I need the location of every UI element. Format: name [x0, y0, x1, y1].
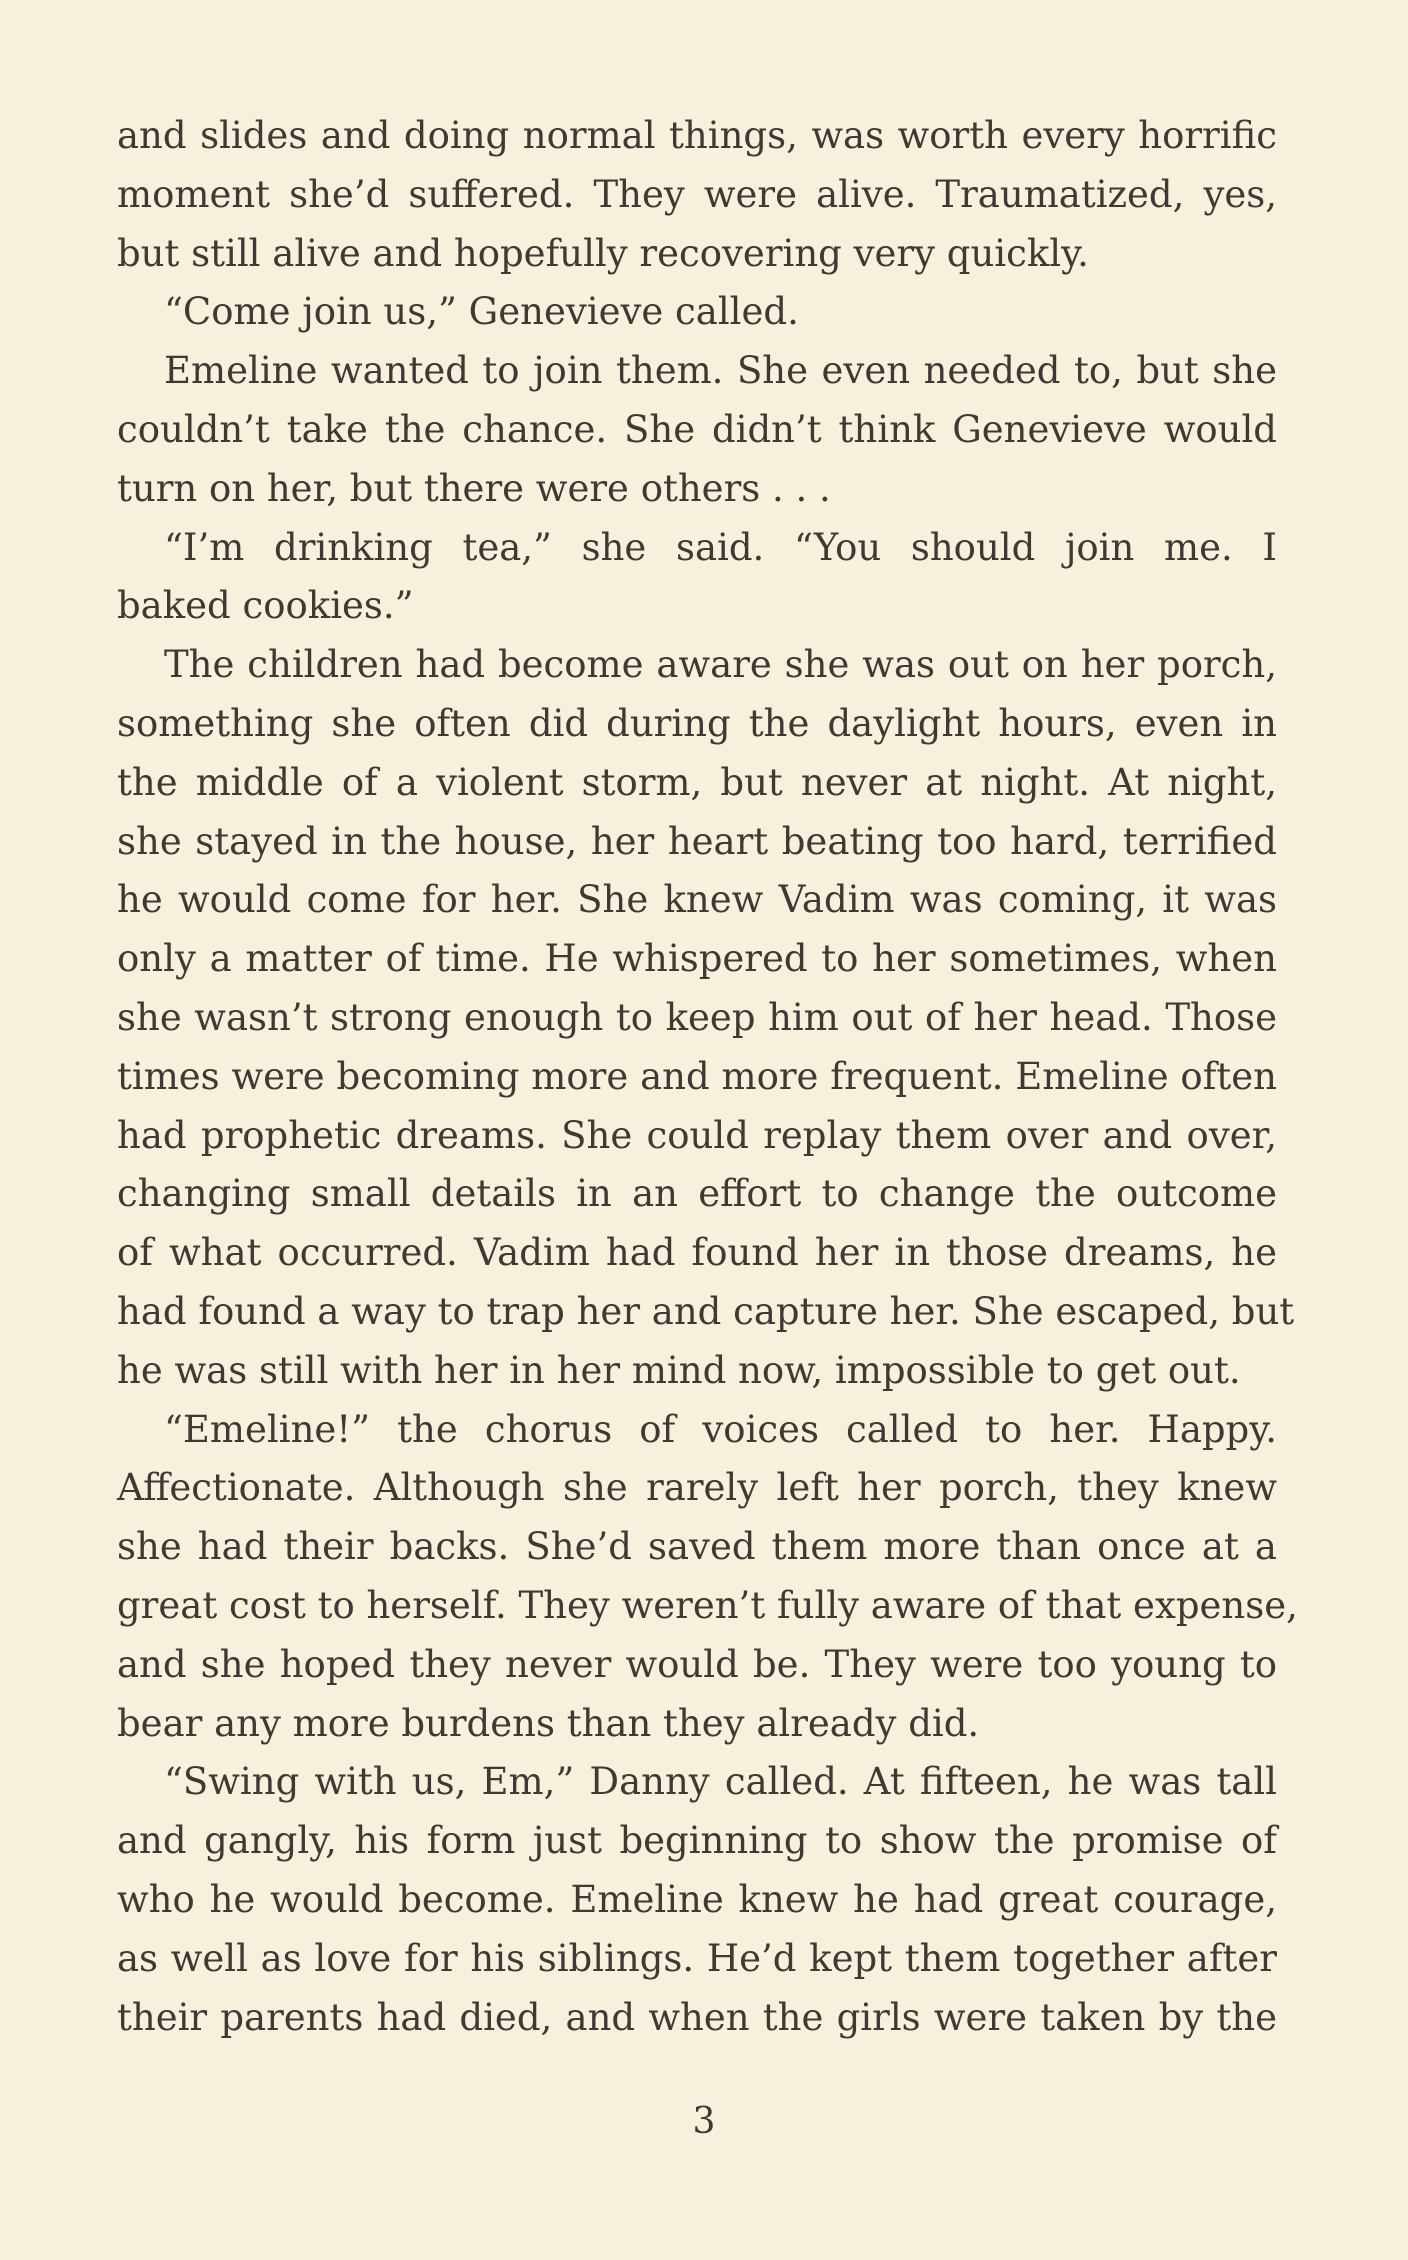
text-line: had prophetic dreams. She could replay them over and over, [117, 1113, 1277, 1157]
text-line: something she often did during the daylight hours, even in [117, 701, 1277, 745]
text-line: he was still with her in her mind now, impossible to get out. [117, 1348, 1241, 1392]
text-line: The children had become aware she was out on her porch, [164, 643, 1277, 687]
text-line: “Emeline!” the chorus of voices called to her. Happy. [164, 1407, 1277, 1451]
text-line: he would come for her. She knew Vadim was coming, it was [117, 878, 1277, 922]
text-line: she stayed in the house, her heart beating too hard, terrified [117, 819, 1277, 863]
text-line: and slides and doing normal things, was worth every horrific [117, 114, 1277, 157]
page-number: 3 [692, 2101, 716, 2142]
text-line: great cost to herself. They weren’t fully aware of that expense, [117, 1583, 1298, 1627]
text-line: of what occurred. Vadim had found her in those dreams, he [117, 1231, 1277, 1275]
text-line: “Swing with us, Em,” Danny called. At fifteen, he was tall [164, 1760, 1277, 1804]
text-line: and gangly, his form just beginning to show the promise of [117, 1819, 1277, 1863]
text-line: bear any more burdens than they already did. [117, 1701, 980, 1745]
text-line: she had their backs. She’d saved them more than once at a [117, 1525, 1277, 1569]
text-line: Emeline wanted to join them. She even needed to, but she [164, 349, 1277, 393]
text-line: she wasn’t strong enough to keep him out of her head. Those [117, 995, 1277, 1039]
text-line: couldn’t take the chance. She didn’t think Genevieve would [117, 407, 1277, 451]
text-line: times were becoming more and more frequent. Emeline often [117, 1054, 1277, 1098]
text-line: the middle of a violent storm, but never at night. At night, [117, 760, 1277, 804]
text-line: “Come join us,” Genevieve called. [164, 290, 799, 334]
text-line: only a matter of time. He whispered to her sometimes, when [117, 937, 1277, 981]
text-line: but still alive and hopefully recovering very quickly. [117, 231, 1089, 275]
text-line: turn on her, but there were others . . . [117, 466, 831, 510]
text-line: who he would become. Emeline knew he had great courage, [117, 1877, 1277, 1921]
text-line: and she hoped they never would be. They were too young to [117, 1642, 1277, 1686]
text-line: Affectionate. Although she rarely left her porch, they knew [117, 1466, 1277, 1510]
text-line: as well as love for his siblings. He’d kept them together after [117, 1936, 1277, 1980]
text-line: baked cookies.” [117, 584, 414, 628]
text-line: moment she’d suffered. They were alive. Traumatized, yes, [117, 172, 1277, 216]
text-line: “I’m drinking tea,” she said. “You should join me. I [164, 525, 1277, 569]
body-text [117, 107, 1298, 2047]
text-line: their parents had died, and when the girls were taken by the [117, 1995, 1277, 2039]
text-line: had found a way to trap her and capture her. She escaped, but [117, 1289, 1295, 1333]
text-line: changing small details in an effort to change the outcome [117, 1172, 1277, 1216]
